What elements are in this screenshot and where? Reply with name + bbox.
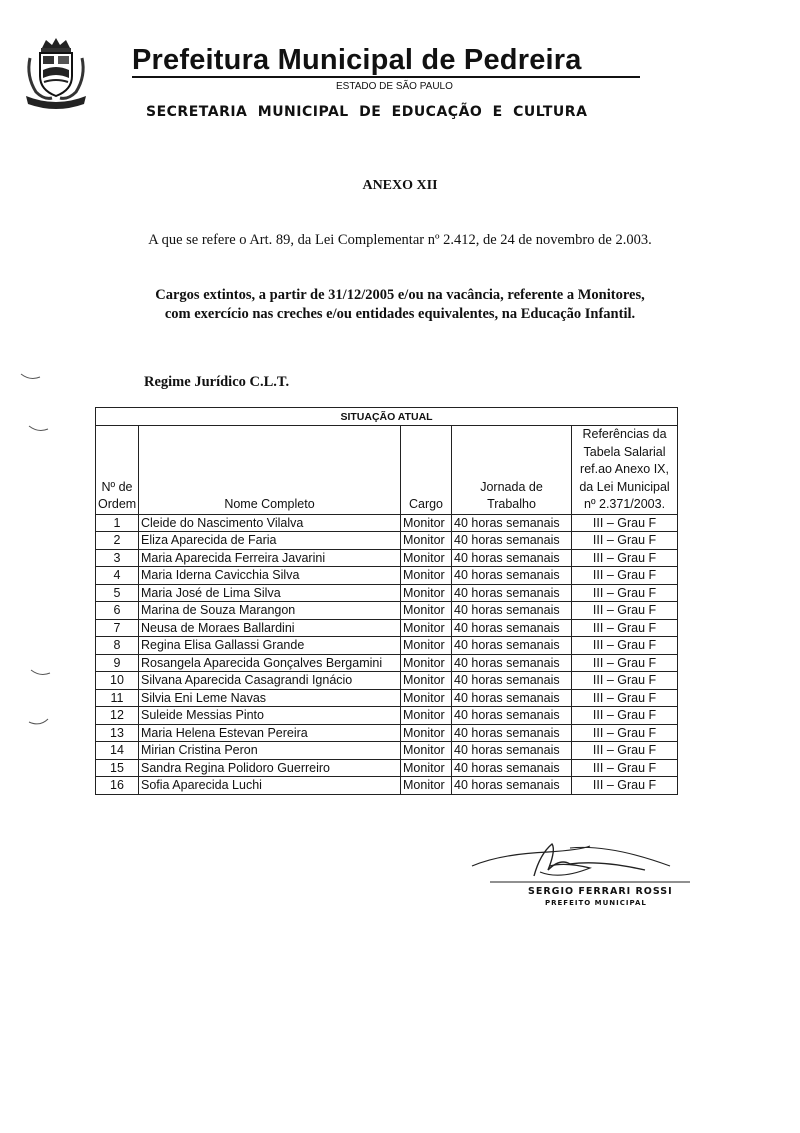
row-number: 10 [96, 672, 139, 690]
row-cargo: Monitor [401, 584, 452, 602]
row-cargo: Monitor [401, 514, 452, 532]
row-name: Maria Iderna Cavicchia Silva [139, 567, 401, 585]
row-referencia: III – Grau F [572, 602, 678, 620]
row-number: 4 [96, 567, 139, 585]
law-reference: A que se refere o Art. 89, da Lei Complementar nº 2.412, de 24 de novembro de 2.003. [148, 232, 652, 248]
row-name: Sandra Regina Polidoro Guerreiro [139, 759, 401, 777]
table-row [96, 724, 678, 742]
row-number: 12 [96, 707, 139, 725]
row-number: 7 [96, 619, 139, 637]
table-row [96, 637, 678, 655]
table-row [96, 549, 678, 567]
table-row [96, 759, 678, 777]
row-cargo: Monitor [401, 602, 452, 620]
row-name: Silvana Aparecida Casagrandi Ignácio [139, 672, 401, 690]
row-name: Neusa de Moraes Ballardini [139, 619, 401, 637]
row-jornada: 40 horas semanais [452, 759, 572, 777]
table-row [96, 707, 678, 725]
row-referencia: III – Grau F [572, 654, 678, 672]
table-row [96, 654, 678, 672]
signatory-name: SERGIO FERRARI ROSSI [528, 886, 673, 897]
row-jornada: 40 horas semanais [452, 637, 572, 655]
municipal-crest-icon [22, 36, 90, 110]
row-name: Suleide Messias Pinto [139, 707, 401, 725]
signatory-role: PREFEITO MUNICIPAL [545, 899, 647, 907]
subject [0, 286, 800, 324]
row-jornada: 40 horas semanais [452, 777, 572, 795]
row-jornada: 40 horas semanais [452, 549, 572, 567]
row-name: Mirian Cristina Peron [139, 742, 401, 760]
scan-mark-icon [28, 424, 50, 434]
scan-mark-icon [28, 718, 50, 728]
header-nome: Nome Completo [139, 426, 401, 515]
secretaria-name: SECRETARIA MUNICIPAL DE EDUCAÇÃO E CULTURA [146, 104, 588, 120]
row-jornada: 40 horas semanais [452, 532, 572, 550]
row-name: Maria Aparecida Ferreira Javarini [139, 549, 401, 567]
annex-title: ANEXO XII [362, 178, 438, 193]
row-referencia: III – Grau F [572, 689, 678, 707]
row-jornada: 40 horas semanais [452, 724, 572, 742]
row-name: Regina Elisa Gallassi Grande [139, 637, 401, 655]
row-jornada: 40 horas semanais [452, 602, 572, 620]
row-cargo: Monitor [401, 742, 452, 760]
row-jornada: 40 horas semanais [452, 654, 572, 672]
row-number: 11 [96, 689, 139, 707]
row-referencia: III – Grau F [572, 724, 678, 742]
header-jornada: Jornada de Trabalho [452, 426, 572, 515]
row-number: 5 [96, 584, 139, 602]
header-cargo: Cargo [401, 426, 452, 515]
row-referencia: III – Grau F [572, 584, 678, 602]
row-name: Silvia Eni Leme Navas [139, 689, 401, 707]
row-number: 9 [96, 654, 139, 672]
row-referencia: III – Grau F [572, 549, 678, 567]
subject-line: Cargos extintos, a partir de 31/12/2005 e/ou na vacância, referente a Monitores, [155, 287, 645, 303]
table-row [96, 567, 678, 585]
row-cargo: Monitor [401, 637, 452, 655]
row-name: Rosangela Aparecida Gonçalves Bergamini [139, 654, 401, 672]
row-referencia: III – Grau F [572, 567, 678, 585]
row-number: 13 [96, 724, 139, 742]
title-underline [132, 76, 640, 78]
row-name: Eliza Aparecida de Faria [139, 532, 401, 550]
row-referencia: III – Grau F [572, 759, 678, 777]
org-title: Prefeitura Municipal de Pedreira [132, 44, 582, 76]
table-row [96, 584, 678, 602]
row-jornada: 40 horas semanais [452, 619, 572, 637]
signature-mark-icon [470, 836, 690, 886]
row-name: Maria Helena Estevan Pereira [139, 724, 401, 742]
row-cargo: Monitor [401, 759, 452, 777]
row-referencia: III – Grau F [572, 672, 678, 690]
row-jornada: 40 horas semanais [452, 689, 572, 707]
row-cargo: Monitor [401, 567, 452, 585]
state-name: ESTADO DE SÃO PAULO [336, 81, 453, 92]
row-number: 16 [96, 777, 139, 795]
row-jornada: 40 horas semanais [452, 707, 572, 725]
row-jornada: 40 horas semanais [452, 742, 572, 760]
row-cargo: Monitor [401, 532, 452, 550]
row-referencia: III – Grau F [572, 777, 678, 795]
scan-mark-icon [20, 372, 42, 382]
row-referencia: III – Grau F [572, 619, 678, 637]
row-number: 8 [96, 637, 139, 655]
row-name: Marina de Souza Marangon [139, 602, 401, 620]
row-cargo: Monitor [401, 619, 452, 637]
header-ordem: Nº de Ordem [96, 426, 139, 515]
table-row [96, 777, 678, 795]
row-jornada: 40 horas semanais [452, 672, 572, 690]
row-cargo: Monitor [401, 707, 452, 725]
staff-table [95, 407, 678, 795]
situation-header: SITUAÇÃO ATUAL [96, 408, 678, 426]
row-name: Sofia Aparecida Luchi [139, 777, 401, 795]
row-referencia: III – Grau F [572, 532, 678, 550]
table-row [96, 672, 678, 690]
table-row [96, 619, 678, 637]
row-jornada: 40 horas semanais [452, 584, 572, 602]
row-cargo: Monitor [401, 724, 452, 742]
row-referencia: III – Grau F [572, 637, 678, 655]
scan-mark-icon [30, 668, 52, 678]
table-row [96, 689, 678, 707]
regime-label: Regime Jurídico C.L.T. [144, 374, 290, 390]
row-jornada: 40 horas semanais [452, 514, 572, 532]
row-name: Cleide do Nascimento Vilalva [139, 514, 401, 532]
row-cargo: Monitor [401, 654, 452, 672]
row-cargo: Monitor [401, 549, 452, 567]
row-jornada: 40 horas semanais [452, 567, 572, 585]
row-number: 15 [96, 759, 139, 777]
row-cargo: Monitor [401, 689, 452, 707]
table-row [96, 514, 678, 532]
table-row [96, 532, 678, 550]
row-number: 2 [96, 532, 139, 550]
row-number: 14 [96, 742, 139, 760]
row-referencia: III – Grau F [572, 707, 678, 725]
row-referencia: III – Grau F [572, 742, 678, 760]
subject-line: com exercício nas creches e/ou entidades equivalentes, na Educação Infantil. [164, 306, 636, 322]
row-referencia: III – Grau F [572, 514, 678, 532]
header-referencias: Referências da Tabela Salarial ref.ao Anexo IX, da Lei Municipal nº 2.371/2003. [572, 426, 678, 515]
row-cargo: Monitor [401, 777, 452, 795]
row-number: 6 [96, 602, 139, 620]
row-number: 1 [96, 514, 139, 532]
row-name: Maria José de Lima Silva [139, 584, 401, 602]
row-number: 3 [96, 549, 139, 567]
table-row [96, 602, 678, 620]
table-row [96, 742, 678, 760]
row-cargo: Monitor [401, 672, 452, 690]
